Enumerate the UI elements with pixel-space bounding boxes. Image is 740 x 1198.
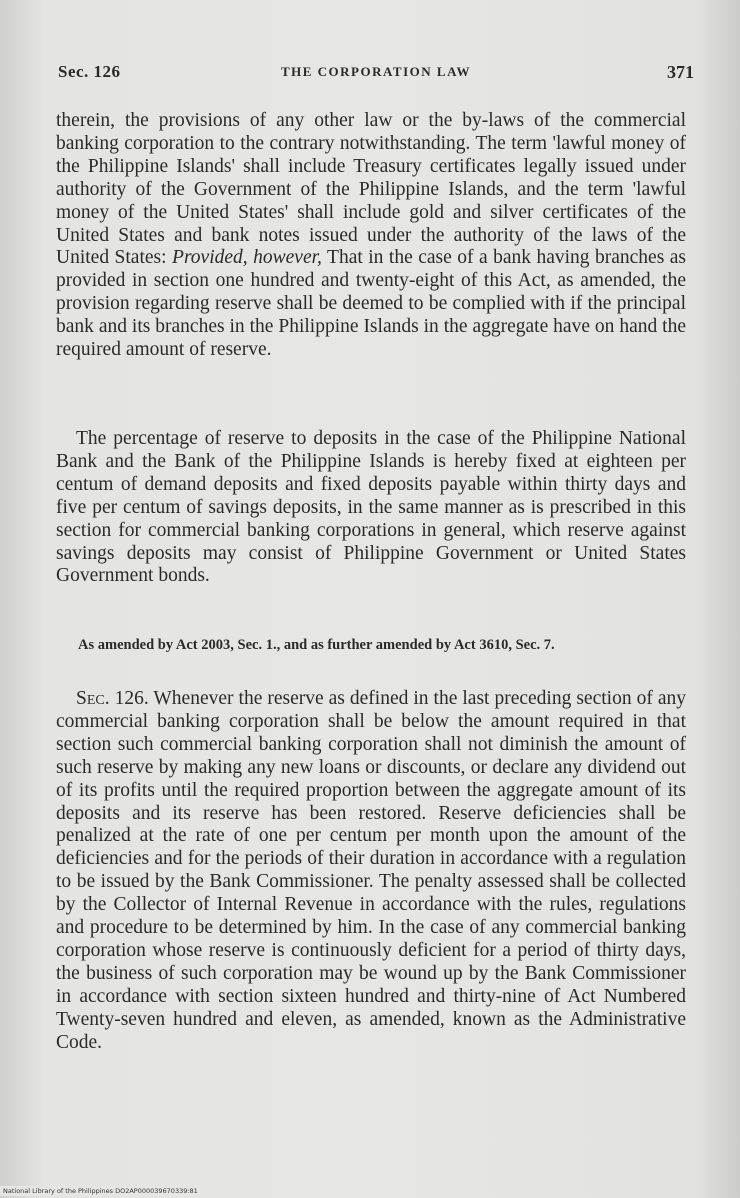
section-126 bbox=[56, 688, 686, 1055]
section-126-text: Whenever the reserve as defined in the last preceding section of any commercial banking corporation shall be below the amount required in that section such commercial banking corporation shall not diminish the amount of such reserve by making any new loans or discounts, or declare any dividend out of its profits until the required proportion between the aggregate amount of its deposits and its reserve has been restored. Reserve deficiencies shall be penalized at the rate of one per centum per month upon the amount of the deficiencies and for the periods of their duration in accordance with a regulation to be issued by the Bank Commissioner. The penalty assessed shall be collected by the Collector of Internal Revenue in accordance with the rules, regulations and procedure to be determined by him. In the case of any commercial banking corporation whose reserve is continuously deficient for a period of thirty days, the business of such corporation may be wound up by the Bank Commissioner in accordance with section sixteen hundred and thirty-nine of Act Numbered Twenty-seven hundred and eleven, as amended, known as the Administrative Code. bbox=[56, 688, 686, 1053]
library-footer: National Library of the Philippines DO2AP000039670339:81 bbox=[0, 1186, 201, 1196]
paragraph-1-proviso: Provided, however, bbox=[172, 247, 322, 269]
section-126-label: Sec. 126. bbox=[76, 688, 149, 709]
running-header bbox=[58, 62, 694, 86]
paragraph-2: The percentage of reserve to deposits in the case of the Philippine National Bank and the Bank of the Philippine Islands is hereby fixed at eighteen per centum of demand deposits and fixed deposits payable within thirty days and five per centum of savings deposits, in the same manner as is prescribed in this section for commercial banking corporations in general, which reserve against savings deposits may consist of Philippine Government or United States Government bonds. bbox=[56, 428, 686, 587]
paragraph-1-text-a: therein, the provisions of any other law or the by-laws of the commercial banking corporation to the contrary notwithstanding. The term 'lawful money of the Philippine Islands' shall include Treasury certificates legally issued under authority of the Government of the Philippine Islands, and the term 'lawful money of the United States' shall include gold and silver certificates of the United States and bank notes issued under the authority of the laws of the United States: bbox=[56, 110, 686, 269]
header-section: Sec. 126 bbox=[58, 62, 121, 81]
amendment-note: As amended by Act 2003, Sec. 1., and as further amended by Act 3610, Sec. 7. bbox=[78, 637, 555, 653]
paragraph-1 bbox=[56, 110, 686, 362]
page-number: 371 bbox=[667, 62, 694, 82]
header-title: THE CORPORATION LAW bbox=[280, 64, 472, 79]
paragraph-1-text-b: That in the case of a bank having branches as provided in section one hundred and twenty-eight of this Act, as amended, the provision regarding reserve shall be deemed to be complied with if the principal bank and its branches in the Philippine Islands in the aggregate have on hand the required amount of reserve. bbox=[56, 247, 687, 361]
